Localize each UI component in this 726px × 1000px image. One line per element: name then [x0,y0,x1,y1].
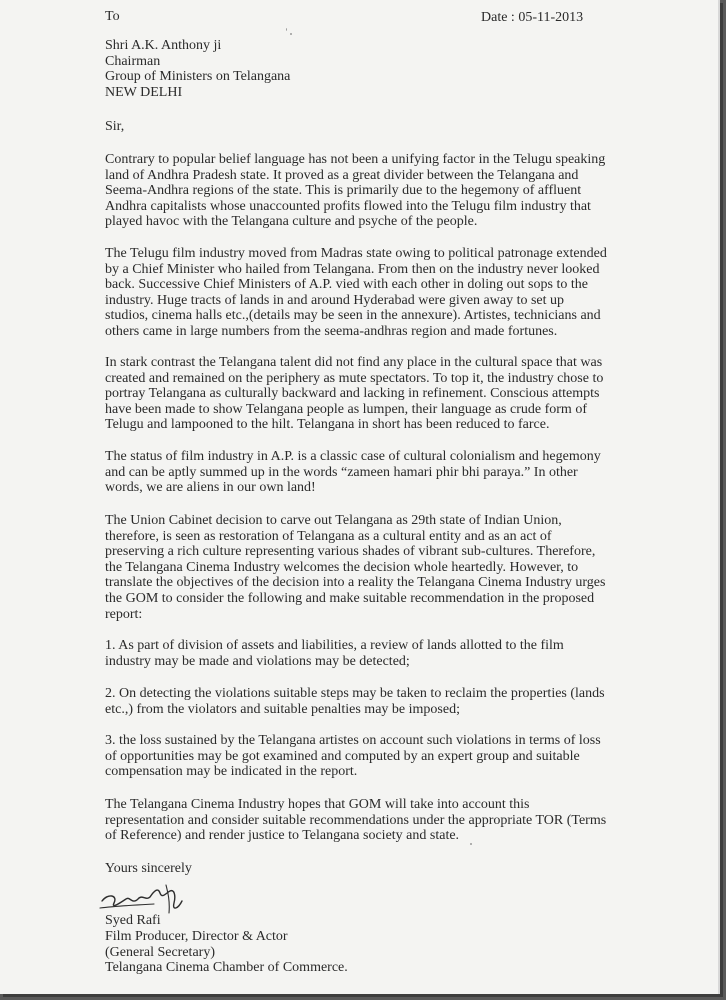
paragraph-line: Seema-Andhra regions of the state. This is primarily due to the hegemony of affluent [105,183,582,199]
paragraph-line: The status of film industry in A.P. is a classic case of cultural colonialism and hegemony [105,449,601,464]
recipient-organization: Group of Ministers on Telangana [105,69,291,85]
recipient-name: Shri A.K. Anthony ji [105,38,222,53]
paragraph-line: portray Telangana as culturally backward and lacking in refinement. Conscious attempts [105,386,600,402]
paragraph-line: Contrary to popular belief language has not been a unifying factor in the Telugu speaking [105,152,606,167]
paragraph-line: played havoc with the Telangana culture and psyche of the people. [105,214,478,230]
paragraph-line: created and remained on the periphery as mute spectators. To top it, the industry chose to [105,370,604,386]
recipient-address [105,38,290,101]
scan-speck [286,28,287,31]
paragraph-line: report: [105,606,143,622]
body-paragraph [105,797,610,844]
recipient-title: Chairman [105,53,161,69]
paragraph-line: 2. On detecting the violations suitable steps may be taken to reclaim the properties (lands [105,686,605,701]
signatory-position: (General Secretary) [105,944,215,960]
paragraph-line: The Union Cabinet decision to carve out Telangana as 29th state of Indian Union, [105,513,562,528]
paragraph-line: of opportunities may be got examined and computed by an expert group and suitable [105,748,580,764]
to-label: To [105,9,120,24]
paragraph-line: the GOM to consider the following and make suitable recommendation in the proposed [105,590,595,606]
paragraph-line: Andhra capitalists whose unaccounted profits flowed into the Telugu film industry that [105,198,591,214]
paragraph-line: the Telangana Cinema Industry welcomes the decision whole heartedly. However, to [105,559,579,575]
paragraph-line: industry. Huge tracts of lands in and around Hyderabad were given away to set up [105,292,565,308]
body-paragraph [105,355,610,433]
recipient-city: NEW DELHI [105,85,183,101]
paragraph-line: back. Successive Chief Ministers of A.P. vied with each other in doling out sops to the [105,277,588,293]
signatory-block [105,913,348,976]
paragraph-line: words, we are aliens in our own land! [105,480,316,496]
body-paragraph [105,152,610,230]
body-paragraph [105,513,610,622]
body-paragraph [105,449,610,496]
paragraph-line: studios, cinema halls etc.,(details may be seen in the annexure). Artistes, technicians and [105,308,601,324]
paragraph-line: Telugu and lampooned to the hilt. Telangana in short has been reduced to farce. [105,417,550,433]
paragraph-line: have been made to show Telangana people as lumpen, their language as crude form of [105,401,587,417]
paragraph-line: and can be aptly summed up in the words “zameen hamari phir bhi paraya.” In other [105,464,578,480]
paragraph-line: compensation may be indicated in the report. [105,764,358,780]
scan-speck [290,33,292,35]
body-paragraph [105,246,610,340]
paragraph-line: land of Andhra Pradesh state. It proved as a great divider between the Telangana and [105,167,579,183]
paragraph-line: representation and consider suitable recommendations under the appropriate TOR (Terms [105,812,607,828]
list-item-2 [105,686,610,717]
paragraph-line: therefore, is seen as restoration of Telangana as a cultural entity and as an act of [105,528,552,544]
paragraph-line: of Reference) and render justice to Telangana society and state. [105,828,460,844]
paragraph-line: etc.,) from the violators and suitable penalties may be imposed; [105,701,460,717]
scan-speck [470,843,472,845]
list-item-1 [105,638,610,669]
closing: Yours sincerely [105,861,192,876]
list-item-3 [105,733,610,780]
paragraph-line: by a Chief Minister who hailed from Telangana. From then on the industry never looked [105,261,600,277]
paragraph-line: The Telugu film industry moved from Madras state owing to political patronage extended [105,246,607,261]
signatory-organization: Telangana Cinema Chamber of Commerce. [105,960,348,976]
paragraph-line: translate the objectives of the decision into a reality the Telangana Cinema Industry urges [105,575,606,591]
paragraph-line: preserving a rich culture representing various shades of vibrant sub-cultures. Therefore, [105,544,596,560]
signatory-name: Syed Rafi [105,913,161,928]
letter-date: Date : 05-11-2013 [481,10,584,25]
paragraph-line: others came in large numbers from the seema-andhras region and made fortunes. [105,323,558,339]
paragraph-line: In stark contrast the Telangana talent did not find any place in the cultural space that was [105,355,603,370]
paragraph-line: industry may be made and violations may be detected; [105,653,410,669]
salutation: Sir, [105,119,125,134]
paragraph-line: 3. the loss sustained by the Telangana artistes on account such violations in terms of loss [105,733,601,748]
paragraph-line: The Telangana Cinema Industry hopes that GOM will take into account this [105,797,530,812]
signatory-role: Film Producer, Director & Actor [105,928,288,944]
paragraph-line: 1. As part of division of assets and liabilities, a review of lands allotted to the film [105,638,564,653]
